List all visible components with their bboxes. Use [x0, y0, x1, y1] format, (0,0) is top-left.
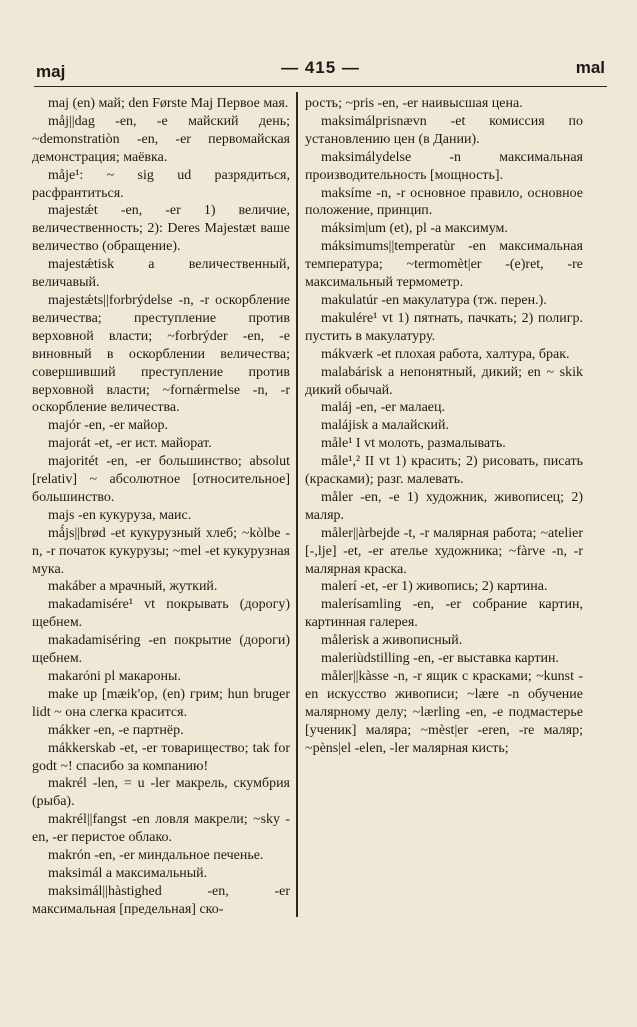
entry: mákker -en, -e партнёр.	[48, 722, 184, 738]
entry: malabárisk a непонятный, дикий; en ~ skik дикий обычай.	[305, 364, 583, 398]
entry: majs -en кукуруза, маис.	[48, 507, 192, 523]
entry: måle¹,² II vt 1) красить; 2) рисовать, писать (красками); разг. малевать.	[305, 454, 583, 488]
entry: malájisk a малайский.	[321, 418, 449, 434]
entry: makrél -len, = u -ler макрель, скумбрия (рыба).	[32, 776, 290, 810]
entry: majestǽtisk a величественный, величавый.	[32, 257, 290, 291]
entry: maksíme -n, -r основное правило, основное положение, принцип.	[305, 185, 583, 219]
entry: måler -en, -e 1) художник, живописец; 2) маляр.	[305, 489, 583, 523]
entry: maleriùdstilling -en, -er выставка картин.	[321, 651, 559, 667]
entry: majestǽts||forbrýdelse -n, -r оскорбление величества; преступление против верховной власти; ~forbrýder -en, -e виновный в оскорблении величества; совершивший преступление против верховной власти; ~fornǽrmelse -n, -r оскорбление величества.	[32, 292, 290, 416]
entry: maksimál||hàstighed -en, -er максимальная [предельная] ско-	[32, 883, 290, 915]
entry: makáber a мрачный, жуткий.	[48, 579, 218, 595]
entry: måje¹: ~ sig ud разрядиться, расфрантиться.	[32, 167, 290, 201]
entry: maksimálydelse -n максимальная производительность [мощность].	[305, 149, 583, 183]
entry: majoritét -en, -er большинство; absolut [relativ] ~ абсолютное [относительное] большинство.	[32, 454, 290, 505]
entry: malerí -et, -er 1) живопись; 2) картина.	[321, 579, 548, 595]
right-guide-word: mal	[575, 58, 605, 77]
left-column	[32, 95, 290, 915]
entry: måler||àrbejde -t, -r малярная работа; ~atelier [-,lje] -et, -er ателье художника; ~fàrve -n, -r малярная краска.	[305, 525, 583, 577]
entry: mǻjs||brød -et кукурузный хлеб; ~kòlbe -n, -r початок кукурузы; ~mel -et кукурузная мука.	[32, 525, 290, 577]
entry: máksimums||temperatùr -en максимальная температура; ~termomèt|er -(e)ret, -re максимальный термометр.	[305, 239, 583, 291]
entry: make up [mæik'op, (en) грим; hun bruger lidt ~ она слегка красится.	[32, 686, 290, 720]
entry: malerísamling -en, -er собрание картин, картинная галерея.	[305, 597, 583, 631]
left-guide-word: maj	[36, 62, 66, 81]
entry: måj||dag -en, -e майский день; ~demonstratiòn -en, -er первомайская демонстрация; маёвка.	[32, 113, 290, 165]
column-divider	[296, 92, 298, 917]
entry: måle¹ I vt молоть, размалывать.	[321, 436, 506, 452]
entry: maksimálprisnævn -et комиссия по установлению цен (в Дании).	[305, 113, 583, 147]
entry: makaróni pl макароны.	[48, 669, 181, 684]
right-column	[305, 95, 583, 915]
entry-continuation: рость; ~pris -en, -er наивысшая цена.	[305, 96, 523, 111]
entry: maksimál a максимальный.	[48, 865, 208, 881]
entry: majór -en, -er майор.	[48, 418, 169, 434]
entry: makrél||fangst -en ловля макрели; ~sky -en, -er перистое облако.	[32, 812, 290, 846]
entry: målerisk a живописный.	[321, 633, 463, 649]
entry: makrón -en, -er миндальное печенье.	[48, 848, 264, 864]
entry: mákværk -et плохая работа, халтура, брак.	[321, 346, 570, 362]
page-number: — 415 —	[281, 58, 360, 77]
entry: maj (en) май; den Første Maj Первое мая.	[48, 96, 289, 111]
entry: måler||kàsse -n, -r ящик с красками; ~kunst -en искусство живописи; ~lære -n обучение малярному делу; ~lærling -en, -e подмастерье [ученик] маляра; ~mèst|er -eren, -re маляр; ~pèns|el -elen, -ler малярная кисть;	[305, 669, 583, 756]
entry: makadamiséring -en покрытие (дороги) щебнем.	[32, 633, 290, 667]
entry: mákkerskab -et, -er товарищество; tak for godt ~! спасибо за компанию!	[32, 740, 290, 774]
entry: makulatúr -en макулатура (тж. перен.).	[321, 292, 547, 308]
entry: majestǽt -en, -er 1) величие, величественность; 2): Deres Majestæt ваше величество (обращение).	[32, 203, 290, 255]
entry: maláj -en, -er малаец.	[321, 400, 446, 416]
entry: makulére¹ vt 1) пятнать, пачкать; 2) полигр. пустить в макулатуру.	[305, 310, 583, 344]
entry: máksim|um (et), pl -a максимум.	[321, 221, 508, 237]
page-header	[34, 56, 607, 87]
entry: majorát -et, -er ист. майорат.	[48, 436, 212, 452]
entry: makadamisére¹ vt покрывать (дорогу) щебнем.	[32, 597, 290, 631]
